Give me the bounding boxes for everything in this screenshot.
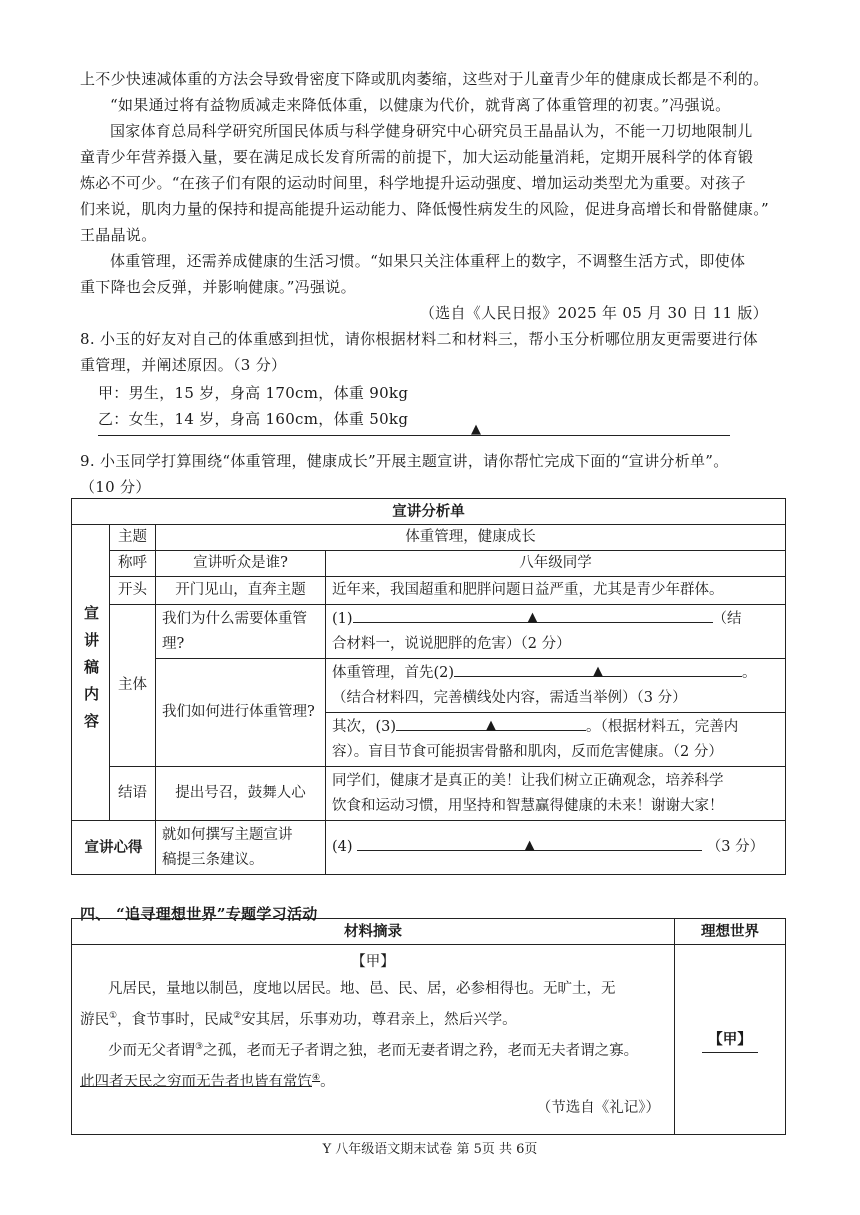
friend-yi-info: 乙：女生，14 岁，身高 160cm，体重 50kg — [98, 410, 409, 428]
question-9-prompt: （10 分） — [80, 478, 151, 496]
row-question: 开门见山，直奔主题 — [156, 577, 326, 605]
page-footer: Y 八年级语文期末试卷 第 5页 共 6页 — [322, 1142, 538, 1157]
row-answer: 近年来，我国超重和肥胖问题日益严重，尤其是青少年群体。 — [326, 577, 786, 605]
material-paragraph: 重下降也会反弹，并影响健康。”冯强说。 — [80, 278, 356, 296]
material-paragraph: 国家体育总局科学研究所国民体质与科学健身研究中心研究员王晶晶认为，不能一刀切地限制儿 — [110, 122, 753, 140]
answer-hint: 。 — [742, 664, 757, 681]
answer-marker-icon: ▲ — [524, 838, 535, 853]
ideal-world-cell[interactable] — [675, 945, 786, 1135]
closing-line: 饮食和运动习惯，用坚持和智慧赢得健康的未来！谢谢大家！ — [332, 797, 724, 814]
material-paragraph: 上不少快速减体重的方法会导致骨密度下降或肌肉萎缩，这些对于儿童青少年的健康成长都是不利的。 — [80, 70, 769, 88]
excerpt-text: 游民 — [80, 1011, 109, 1028]
answer-blank[interactable] — [353, 608, 713, 623]
table-title: 宣讲分析单 — [72, 499, 786, 525]
question-8-prompt: 8. 小玉的好友对自己的体重感到担忧，请你根据材料二和材料三，帮小玉分析哪位朋友更需要进行体 — [80, 330, 758, 348]
footnote-marker: ① — [109, 1011, 118, 1021]
answer-blank[interactable] — [396, 716, 586, 731]
side-label: 宣讲稿内容 — [72, 525, 110, 821]
material-paragraph: 王晶晶说。 — [80, 226, 157, 244]
row-answer: 八年级同学 — [326, 551, 786, 577]
answer-marker-icon: ▲ — [527, 609, 538, 625]
answer-hint: （3 分） — [706, 839, 765, 855]
row-label: 主体 — [110, 605, 156, 767]
excerpt-text: ，食节事时，民咸 — [117, 1011, 234, 1028]
material-paragraph: 体重管理，还需养成健康的生活习惯。“如果只关注体重秤上的数字，不调整生活方式，即使体 — [110, 252, 746, 270]
excerpt-text: 。 — [320, 1073, 335, 1090]
footnote-marker: ② — [233, 1011, 242, 1021]
row-question: 宣讲听众是谁? — [156, 551, 326, 577]
row-question: 我们如何进行体重管理? — [156, 659, 326, 767]
blank-number: (1) — [332, 610, 353, 627]
answer-hint: 容）。盲目节食可能损害骨骼和肌肉，反而危害健康。（2 分） — [332, 743, 723, 760]
material-quote: “如果通过将有益物质减走来降低体重，以健康为代价，就背离了体重管理的初衷。”冯强说。 — [110, 96, 731, 114]
answer-cell-2 — [326, 659, 786, 713]
column-header: 材料摘录 — [72, 919, 675, 945]
answer-cell-1 — [326, 605, 786, 659]
closing-text — [326, 767, 786, 821]
answer-blank[interactable] — [357, 836, 702, 851]
row-question-line: 稿提三条建议。 — [162, 851, 264, 868]
excerpt-text: 少而无父者谓 — [108, 1042, 195, 1059]
answer-hint: 其次，(3) — [332, 718, 397, 735]
row-question: 提出号召，鼓舞人心 — [156, 767, 326, 821]
footnote-marker: ③ — [195, 1041, 204, 1052]
topic-value: 体重管理，健康成长 — [156, 525, 786, 551]
column-header: 理想世界 — [675, 919, 786, 945]
excerpt-line — [80, 1003, 666, 1034]
answer-hint: （结合材料四，完善横线处内容，需适当举例）（3 分） — [332, 689, 687, 706]
answer-marker-icon: ▲ — [593, 663, 604, 679]
answer-hint: 合材料一，说说肥胖的危害）（2 分） — [332, 635, 571, 652]
ideal-world-blank[interactable]: 【甲】 — [702, 1027, 758, 1053]
closing-line: 同学们，健康才是真正的美！让我们树立正确观念，培养科学 — [332, 772, 724, 789]
row-question — [156, 821, 326, 875]
material-paragraph: 童青少年营养摄入量，要在满足成长发育所需的前提下，加大运动能量消耗，定期开展科学的体育锻 — [80, 148, 754, 166]
answer-cell-3 — [326, 713, 786, 767]
row-label: 结语 — [110, 767, 156, 821]
answer-line[interactable] — [98, 435, 730, 436]
answer-marker-icon: ▲ — [486, 717, 497, 733]
classical-excerpt — [72, 945, 675, 1135]
answer-cell-4 — [326, 821, 786, 875]
row-question: 我们为什么需要体重管理? — [156, 605, 326, 659]
answer-hint: 体重管理，首先(2) — [332, 664, 455, 681]
blank-number: (4) — [332, 839, 353, 855]
question-8-prompt: 重管理，并阐述原因。（3 分） — [80, 356, 287, 374]
row-label: 称呼 — [110, 551, 156, 577]
excerpt-line: 凡居民，量地以制邑，度地以居民。地、邑、民、居，必参相得也。无旷土，无 — [108, 981, 616, 997]
excerpt-source: （节选自《礼记》） — [536, 1100, 660, 1117]
excerpt-line — [80, 1065, 666, 1096]
material-paragraph: 们来说，肌肉力量的保持和提高能提升运动能力、降低慢性病发生的风险，促进身高增长和骨骼健康。” — [80, 200, 769, 218]
question-9-prompt: 9. 小玉同学打算围绕“体重管理，健康成长”开展主题宣讲，请你帮忙完成下面的“宣讲分析单”。 — [80, 452, 729, 470]
excerpt-text: 之孤，老而无子者谓之独，老而无妻者谓之矜，老而无夫者谓之寡。 — [203, 1042, 639, 1059]
material-source: （选自《人民日报》2025 年 05 月 30 日 11 版） — [419, 304, 768, 322]
excerpt-text: 安其居，乐事劝功，尊君亲上，然后兴学。 — [241, 1011, 517, 1028]
section-heading: 四、 “追寻理想世界”专题学习活动 — [80, 905, 318, 923]
answer-hint: （结 — [712, 610, 742, 627]
analysis-table — [71, 498, 786, 875]
excerpt-label: 【甲】 — [351, 954, 395, 970]
friend-jia-info: 甲：男生，15 岁，身高 170cm，体重 90kg — [98, 384, 409, 402]
excerpt-line — [80, 1034, 666, 1065]
footnote-marker: ④ — [312, 1072, 321, 1083]
material-paragraph: 炼必不可少。“在孩子们有限的运动时间里，科学地提升运动强度、增加运动类型尤为重要。对孩子 — [80, 174, 746, 192]
row-label: 主题 — [110, 525, 156, 551]
answer-hint: 。（根据材料五，完善内 — [586, 718, 739, 735]
row-label: 宣讲心得 — [72, 821, 156, 875]
row-label: 开头 — [110, 577, 156, 605]
material-table — [71, 918, 786, 1135]
underlined-sentence: 此四者天民之穷而无告者也皆有常饩 — [80, 1073, 312, 1090]
row-question-line: 就如何撰写主题宣讲 — [162, 826, 293, 843]
answer-marker-icon: ▲ — [471, 422, 481, 437]
answer-blank[interactable] — [454, 662, 742, 677]
